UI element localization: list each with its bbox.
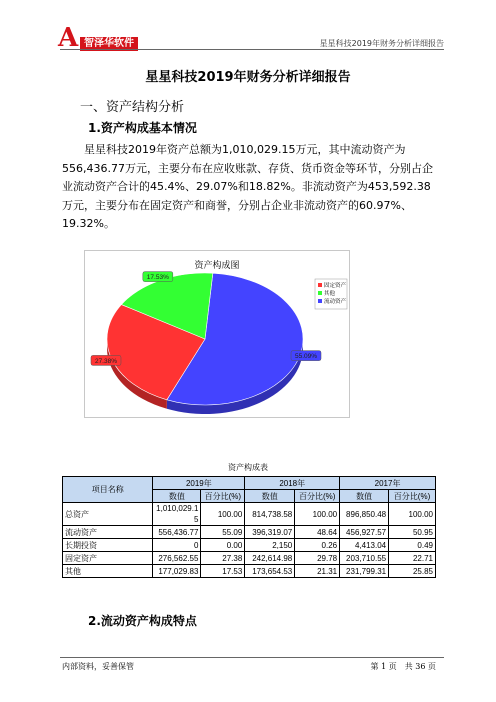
svg-text:17.53%: 17.53% — [146, 274, 169, 282]
chart-legend — [315, 279, 347, 309]
footer-divider — [60, 657, 444, 658]
subsection-heading-current-assets: 2.流动资产构成特点 — [88, 614, 197, 628]
table-header-row — [63, 477, 436, 490]
table-cell-value: 242,614.98 — [245, 552, 295, 565]
table-cell-value: 0 — [153, 539, 201, 552]
table-cell-percent: 0.26 — [295, 539, 340, 552]
table-cell-value: 173,654.53 — [245, 565, 295, 578]
table-cell-value: 814,738.58 — [245, 503, 295, 526]
subheader-value: 数值 — [153, 490, 201, 503]
table-cell-percent: 25.85 — [389, 565, 436, 578]
table-cell-percent: 50.95 — [389, 526, 436, 539]
table-row — [63, 552, 436, 565]
table-cell-item-name: 流动资产 — [63, 526, 153, 539]
table-cell-percent: 100.00 — [389, 503, 436, 526]
subheader-value: 数值 — [245, 490, 295, 503]
table-cell-value: 2,150 — [245, 539, 295, 552]
table-cell-item-name: 总资产 — [63, 503, 153, 526]
table-cell-percent: 100.00 — [295, 503, 340, 526]
summary-paragraph-text: 星星科技2019年资产总额为1,010,029.15万元，其中流动资产为556,436.77万元，主要分布在应收账款、存货、货币资金等环节，分别占企业流动资产合计的45.4%、29.07%和18.82%。非流动资产为453,592.38万元，主要分布在固定资产和商誉，分别占企业非流动资产的60.97%、19.32%。 — [62, 143, 433, 231]
chart-title: 资产构成图 — [194, 261, 240, 271]
logo-brand-text: 智泽华软件 — [80, 37, 138, 51]
header-item-name: 项目名称 — [63, 477, 153, 503]
pie-chart-svg — [85, 251, 349, 417]
svg-text:其他: 其他 — [324, 291, 336, 297]
footer-confidential-note: 内部资料，妥善保管 — [62, 662, 134, 671]
logo-a-mark: A — [58, 23, 79, 53]
pie-data-label — [91, 355, 121, 365]
footer-page-number: 第 1 页 共 36 页 — [370, 662, 436, 671]
section-heading-asset-structure: 一、资产结构分析 — [80, 100, 185, 115]
table-cell-value: 276,562.55 — [153, 552, 201, 565]
table-cell-value: 1,010,029.1 5 — [153, 503, 201, 526]
pie-data-label — [143, 272, 173, 282]
table-cell-percent: 48.64 — [295, 526, 340, 539]
table-body — [63, 503, 436, 578]
table-cell-value: 231,799.31 — [340, 565, 389, 578]
subheader-percent: 百分比(%) — [295, 490, 340, 503]
table-cell-value: 556,436.77 — [153, 526, 201, 539]
table-cell-percent: 0.49 — [389, 539, 436, 552]
subsection-heading-asset-composition: 1.资产构成基本情况 — [88, 121, 197, 135]
svg-text:55.09%: 55.09% — [294, 353, 318, 361]
table-cell-value: 896,850.48 — [340, 503, 389, 526]
table-cell-value: 203,710.55 — [340, 552, 389, 565]
subheader-percent: 百分比(%) — [389, 490, 436, 503]
document-title: 星星科技2019年财务分析详细报告 — [145, 70, 351, 85]
subheader-percent: 百分比(%) — [201, 490, 245, 503]
running-header-title: 星星科技2019年财务分析详细报告 — [319, 39, 444, 48]
table-cell-value: 396,319.07 — [245, 526, 295, 539]
header-year-2017: 2017年 — [340, 477, 436, 490]
table-row — [63, 565, 436, 578]
subheader-value: 数值 — [340, 490, 389, 503]
table-title: 资产构成表 — [228, 463, 268, 472]
table-cell-value: 177,029.83 — [153, 565, 201, 578]
table-cell-value: 456,927.57 — [340, 526, 389, 539]
table-cell-percent: 21.31 — [295, 565, 340, 578]
table-cell-item-name: 其他 — [63, 565, 153, 578]
summary-paragraph — [62, 141, 436, 234]
table-cell-percent: 27.38 — [201, 552, 245, 565]
table-cell-percent: 0.00 — [201, 539, 245, 552]
svg-text:27.38%: 27.38% — [94, 357, 118, 365]
header-divider — [60, 49, 444, 50]
pie-data-label — [291, 351, 321, 361]
table-cell-percent: 100.00 — [201, 503, 245, 526]
company-logo — [58, 25, 158, 51]
table-cell-percent: 17.53 — [201, 565, 245, 578]
table-row — [63, 526, 436, 539]
table-cell-item-name: 长期投资 — [63, 539, 153, 552]
svg-text:固定资产: 固定资产 — [324, 283, 347, 289]
table-cell-percent: 55.09 — [201, 526, 245, 539]
asset-composition-table — [62, 476, 436, 578]
table-row — [63, 539, 436, 552]
svg-text:流动资产: 流动资产 — [324, 299, 347, 305]
asset-composition-chart — [84, 250, 350, 418]
table-cell-percent: 29.78 — [295, 552, 340, 565]
table-cell-percent: 22.71 — [389, 552, 436, 565]
header-year-2018: 2018年 — [245, 477, 340, 490]
table-cell-item-name: 固定资产 — [63, 552, 153, 565]
table-row — [63, 503, 436, 526]
header-year-2019: 2019年 — [153, 477, 245, 490]
table-cell-value: 4,413.04 — [340, 539, 389, 552]
